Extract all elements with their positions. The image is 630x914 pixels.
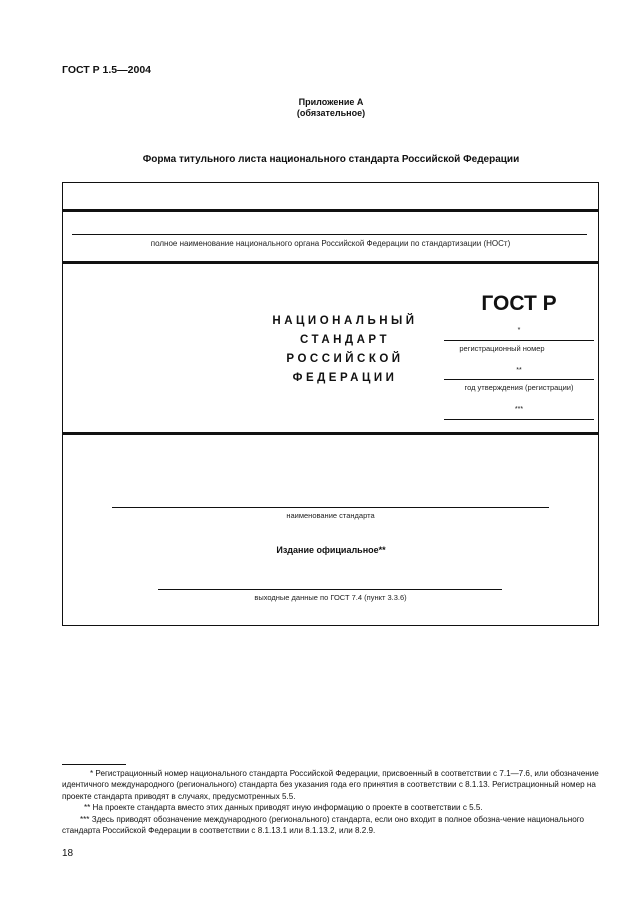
footnote: *** Здесь приводят обозначение международного (регионального) стандарта, если оно входит в полное обозна-чение национального стандарта Российской Федерации в соответствии с 8.1.13.1 или 8.1.13.2, или 8.2.9. [62, 814, 584, 836]
heading-line: НАЦИОНАЛЬНЫЙ [272, 315, 418, 327]
reg-number-line [444, 340, 594, 341]
form-divider [62, 432, 599, 435]
appendix-status: (обязательное) [296, 108, 366, 118]
form-divider [62, 261, 599, 264]
official-edition-label: Издание официальное** [276, 545, 386, 555]
document-code: ГОСТ Р 1.5—2004 [62, 64, 152, 76]
footnote: * Регистрационный номер национального стандарта Российской Федерации, присвоенный в соответствии с 7.1—7.6, или обозначение идентичного международного (регионального) стандарта без указания года его принятия в соответствии с 8.1.13. Регистрационный номер на проекте стандарта приводят в случаях, предусмотренных 5.5. [62, 769, 599, 801]
title-page-form-frame [62, 182, 599, 626]
form-title: Форма титульного листа национального стандарта Российской Федерации [142, 154, 520, 165]
footnote: ** На проекте стандарта вместо этих данных приводят иную информацию о проекте в соответствии с 5.5. [84, 803, 483, 813]
standard-name-line [112, 507, 549, 508]
footnote-mark: *** [514, 406, 524, 413]
form-divider [62, 209, 599, 212]
gost-label: ГОСТ Р [481, 292, 557, 315]
reg-number-caption: регистрационный номер [459, 344, 545, 353]
approval-year-caption: год утверждения (регистрации) [464, 383, 574, 392]
appendix-title: Приложение А [298, 97, 364, 107]
heading-line: ФЕДЕРАЦИИ [292, 372, 398, 384]
org-name-line [72, 234, 587, 235]
org-name-caption: полное наименование национального органа Российской Федерации по стандартизации (НОСт) [150, 239, 511, 248]
footnotes [62, 768, 600, 836]
footnote-separator [62, 764, 126, 765]
intl-standard-line [444, 419, 594, 420]
standard-name-caption: наименование стандарта [286, 511, 375, 520]
page-number: 18 [62, 848, 74, 859]
approval-year-line [444, 379, 594, 380]
footnote-mark: ** [516, 367, 522, 374]
heading-line: СТАНДАРТ [300, 334, 390, 346]
national-standard-heading [250, 312, 440, 388]
output-data-line [158, 589, 502, 590]
heading-line: РОССИЙСКОЙ [286, 353, 404, 365]
output-data-caption: выходные данные по ГОСТ 7.4 (пункт 3.3.6) [254, 593, 407, 602]
footnote-mark: * [517, 327, 521, 334]
